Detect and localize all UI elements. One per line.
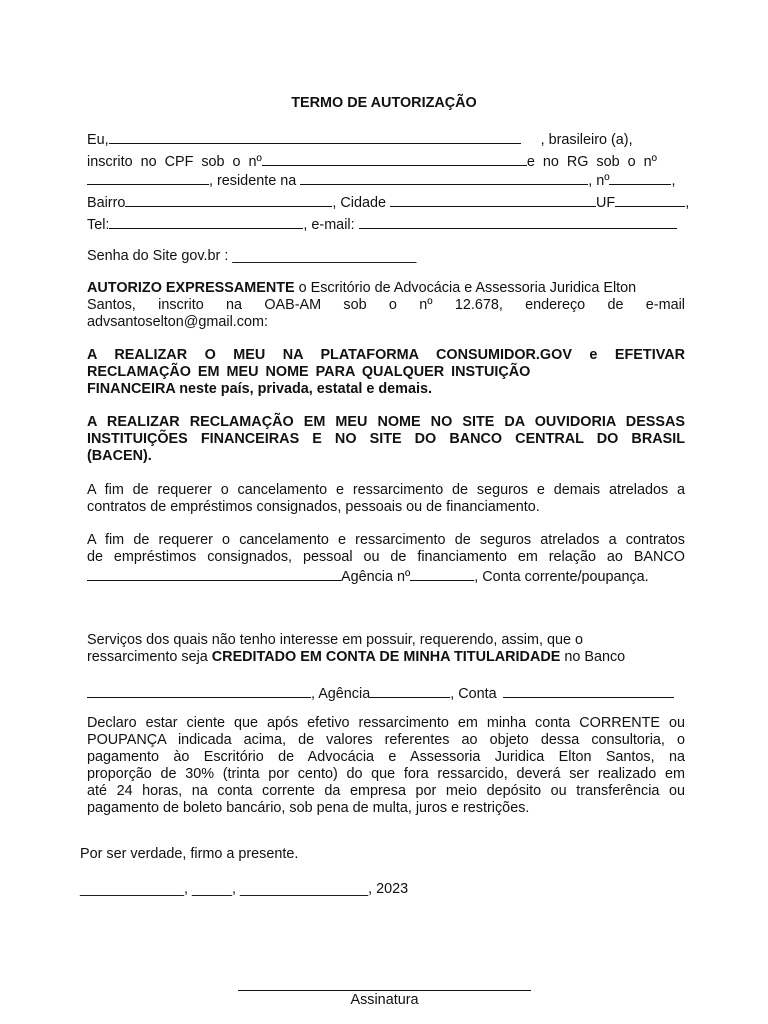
- fim1-line2: contratos de empréstimos consignados, pessoais ou de financiamento.: [87, 499, 540, 515]
- tel-field[interactable]: [109, 214, 303, 229]
- banco-field[interactable]: [87, 683, 311, 698]
- cpf-label: inscrito no CPF sob o nº: [87, 154, 262, 170]
- ouvidoria-line1: A REALIZAR RECLAMAÇÃO EM MEU NOME NO SITE DA OUVIDORIA DESSAS: [87, 414, 685, 430]
- banco-agencia-label: , Agência: [311, 686, 371, 702]
- fim2-line2: de empréstimos consignados, pessoal ou de financiamento em relação ao BANCO: [87, 549, 685, 565]
- email-label: , e-mail:: [303, 217, 355, 233]
- fim1-paragraph: [87, 482, 685, 516]
- bairro-line: [87, 192, 690, 212]
- firmo-text: Por ser verdade, firmo a presente.: [80, 846, 299, 862]
- consumidor-paragraph: [87, 347, 685, 398]
- consumidor-line1a: A REALIZAR O MEU NA PLATAFORMA CONSUMIDOR.GOV: [87, 347, 572, 363]
- numero-label: , nº: [588, 173, 610, 189]
- banco-line: [87, 683, 685, 703]
- ouvidoria-line2: INSTITUIÇÕES FINANCEIRAS E NO SITE DO BANCO CENTRAL DO BRASIL: [87, 431, 685, 447]
- name-line: [87, 129, 685, 149]
- autorizo-paragraph: [87, 280, 685, 331]
- signature-label: Assinatura: [350, 992, 419, 1008]
- consumidor-line3a: FINANCEIRA: [87, 381, 176, 397]
- declaro-line3: pagamento ào Escritório de Advocácia e Assessoria Juridica Elton Santos, na: [87, 749, 685, 765]
- autorizo-line2: Santos, inscrito na OAB-AM sob o nº 12.678, endereço de e-mail: [87, 297, 685, 313]
- signature-line[interactable]: [238, 990, 531, 991]
- brasileiro-label: , brasileiro (a),: [540, 132, 633, 148]
- banco-conta-field[interactable]: [503, 683, 674, 698]
- eu-label: Eu,: [87, 132, 109, 148]
- rg-label: e no RG sob o nº: [526, 154, 657, 170]
- email-field[interactable]: [359, 214, 677, 229]
- cpf-line: [87, 151, 685, 171]
- fim2-conta-label: , Conta corrente/poupança.: [474, 569, 649, 585]
- banco-agencia-field[interactable]: [370, 683, 450, 698]
- consumidor-line3b: neste país, privada, estatal e demais.: [175, 381, 432, 397]
- tel-line: [87, 214, 685, 234]
- fim2-agencia-field[interactable]: [410, 566, 474, 581]
- autorizo-line1: o Escritório de Advocácia e Assessoria Juridica Elton: [294, 280, 637, 296]
- fim2-line1: A fim de requerer o cancelamento e ressarcimento de seguros atrelados a contratos: [87, 532, 685, 548]
- servicos-line2c: no Banco: [560, 649, 626, 665]
- declaro-line2: POUPANÇA indicada acima, de valores referentes ao objeto dessa consultoria, o: [87, 732, 685, 748]
- uf-comma: ,: [685, 195, 690, 211]
- cidade-field[interactable]: [390, 192, 596, 207]
- date-line[interactable]: _____________, _____, ________________, 2023: [80, 881, 409, 897]
- ouvidoria-line3: (BACEN).: [87, 448, 152, 464]
- consumidor-line2: RECLAMAÇÃO EM MEU NOME PARA QUALQUER INSTUIÇÃO: [87, 364, 531, 380]
- autorizo-bold: AUTORIZO EXPRESSAMENTE: [87, 280, 295, 296]
- servicos-line1: Serviços dos quais não tenho interesse em possuir, requerendo, assim, que o: [87, 632, 583, 648]
- number-field[interactable]: [609, 170, 671, 185]
- document-title: TERMO DE AUTORIZAÇÃO: [291, 95, 477, 111]
- cpf-field[interactable]: [262, 151, 527, 166]
- tel-label: Tel:: [87, 217, 110, 233]
- fim2-agencia-label: Agência nº: [341, 569, 411, 585]
- ouvidoria-paragraph: [87, 414, 685, 465]
- fim2-paragraph: [87, 532, 685, 586]
- consumidor-line1b: e: [589, 347, 615, 363]
- declaro-paragraph: [87, 715, 685, 817]
- uf-label: UF: [596, 195, 616, 211]
- uf-field[interactable]: [615, 192, 685, 207]
- bairro-field[interactable]: [125, 192, 332, 207]
- name-field[interactable]: [109, 129, 521, 144]
- servicos-line2a: ressarcimento seja: [87, 649, 212, 665]
- declaro-line1: Declaro estar ciente que após efetivo ressarcimento em minha conta CORRENTE ou: [87, 715, 685, 731]
- declaro-line6: pagamento de boleto bancário, sob pena de multa, juros e restrições.: [87, 800, 530, 816]
- banco-name-field[interactable]: [87, 566, 341, 581]
- banco-conta-label: , Conta: [450, 686, 497, 702]
- rg-field[interactable]: [87, 170, 209, 185]
- address-line: , residente na , nº ,: [87, 170, 685, 190]
- street-field[interactable]: [300, 170, 588, 185]
- fim1-line1: A fim de requerer o cancelamento e ressarcimento de seguros e demais atrelados a: [87, 482, 685, 498]
- cidade-label: , Cidade: [332, 195, 386, 211]
- autorizo-line3: advsantoselton@gmail.com:: [87, 314, 268, 330]
- consumidor-line1c: EFETIVAR: [614, 347, 686, 363]
- servicos-line2b: CREDITADO EM CONTA DE MINHA TITULARIDADE: [211, 649, 561, 665]
- senha-line: Senha do Site gov.br : _______________________: [87, 248, 417, 264]
- declaro-line5: até 24 horas, na conta corrente da empresa por meio depósito ou transferência ou: [87, 783, 685, 799]
- residente-label: , residente na: [209, 173, 297, 189]
- bairro-label: Bairro: [87, 195, 126, 211]
- declaro-line4: proporção de 30% (trinta por cento) do que fora ressarcido, deverá ser realizado em: [87, 766, 685, 782]
- servicos-paragraph: [87, 632, 685, 666]
